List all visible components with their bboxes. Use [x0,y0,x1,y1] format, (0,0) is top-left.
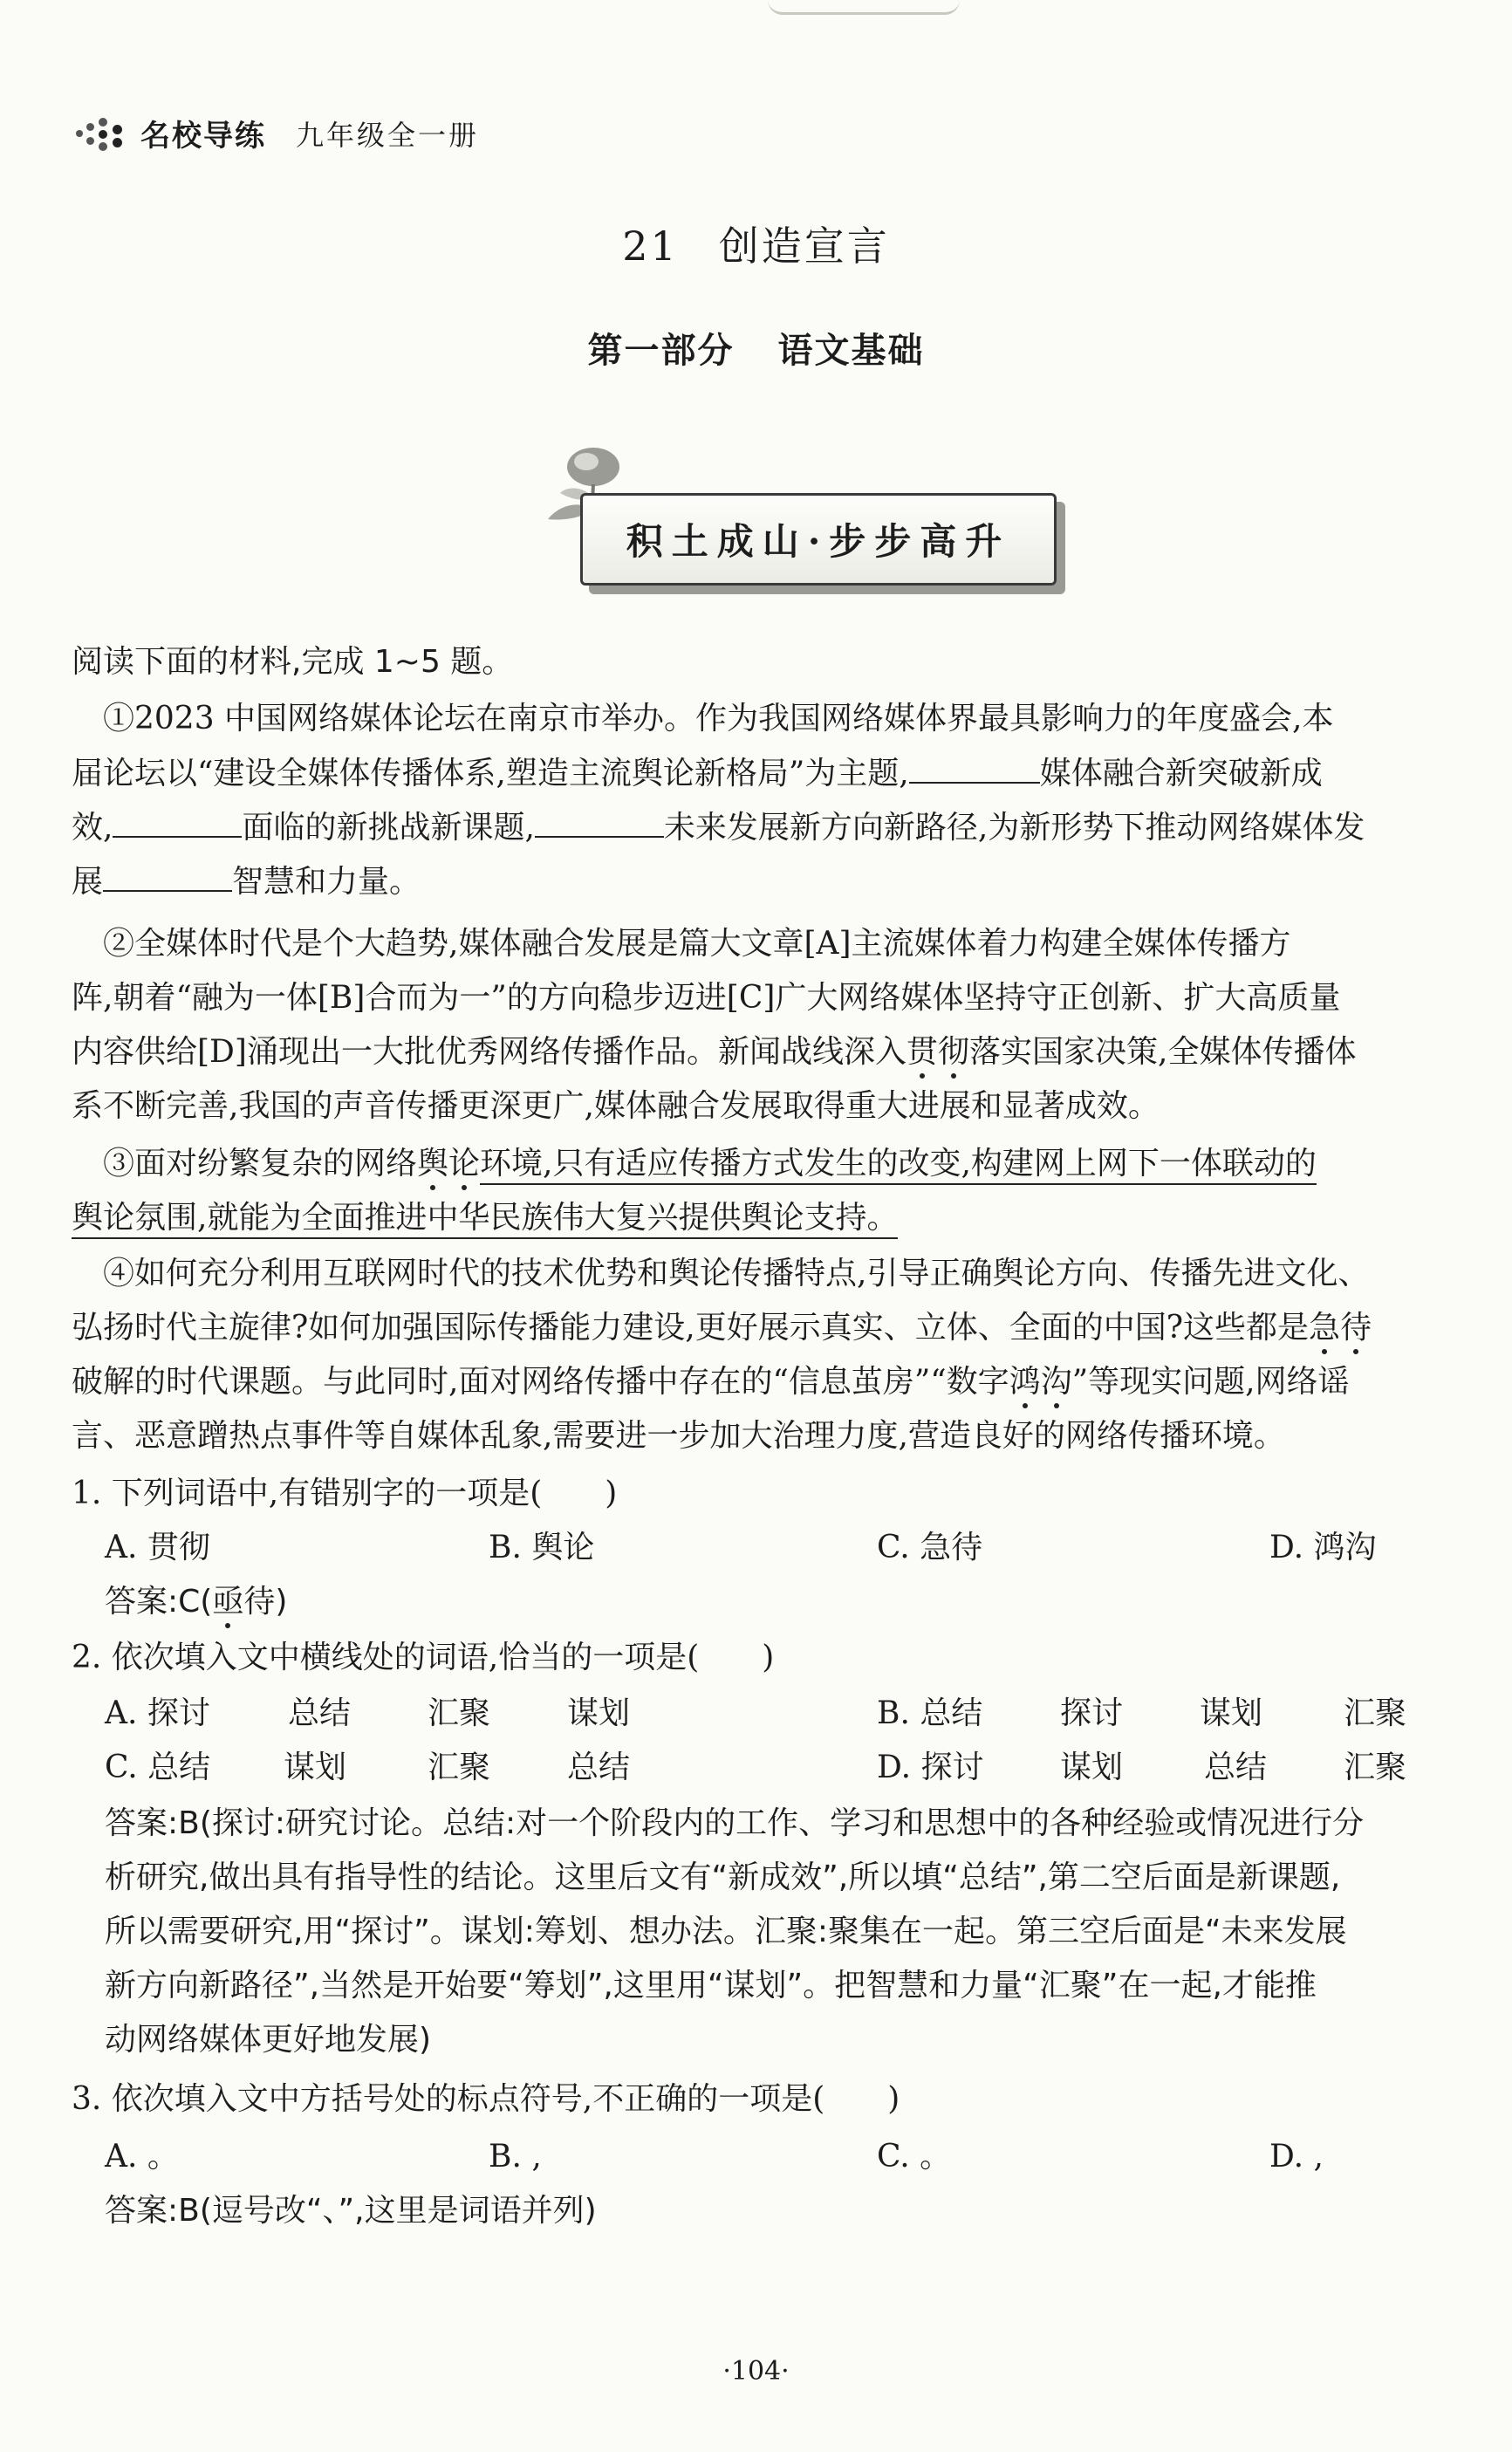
q2-option-d-w2: 谋划 [1060,1750,1124,1785]
q1-option-b: B. 舆论 [489,1530,595,1565]
p4-line2: 弘扬时代主旋律?如何加强国际传播能力建设,更好展示真实、立体、全面的中国?这些都是急待 [72,1310,1372,1346]
q2-option-d-w3: 总结 [1204,1750,1268,1785]
underlined-sentence: 环境,只有适应传播方式发生的改变,构建网上网下一体联动的 [480,1146,1317,1185]
q2-option-c-w2: 谋划 [284,1750,347,1785]
q2-answer-line3: 所以需要研究,用“探讨”。谋划:筹划、想办法。汇聚:聚集在一起。第三空后面是“未来发展 [105,1914,1347,1949]
underlined-sentence-cont: 舆论氛围,就能为全面推进中华民族伟大复兴提供舆论支持。 [72,1200,898,1239]
p1-line2: 届论坛以“建设全媒体传播体系,塑造主流舆论新格局”为主题, 媒体融合新突破新成 [72,752,1323,795]
q3-option-b: B. , [489,2139,542,2175]
p4-line3: 破解的时代课题。与此同时,面对网络传播中存在的“信息茧房”“数字鸿沟”等现实问题,网络谣 [72,1364,1350,1400]
emph-che: 彻 [937,1034,969,1070]
q1-option-d: D. 鸿沟 [1269,1530,1377,1565]
p2-line2: 阵,朝着“融为一体[B]合而为一”的方向稳步迈进[C]广大网络媒体坚持守正创新、扩大高质量 [72,980,1341,1016]
q2-option-a-w2: 总结 [288,1695,352,1731]
reading-instruction: 阅读下面的材料,完成 1~5 题。 [72,644,514,680]
q2-stem: 2. 依次填入文中横线处的词语,恰当的一项是( ) [72,1640,775,1675]
lesson-title-text: 创造宣言 [718,223,890,270]
emph-ji-correct: 亟 [212,1584,244,1620]
blank-2 [113,806,242,838]
q3-option-d: D. , [1269,2139,1324,2175]
q2-option-d: D. 探讨 [877,1750,984,1785]
q2-option-b-w2: 探讨 [1060,1695,1124,1731]
banner-text: 积土成山·步步高升 [626,520,1011,563]
blank-3 [535,806,664,838]
dots-logo-icon [74,114,135,153]
q2-option-c-w4: 总结 [567,1750,631,1785]
emph-guan: 贯 [906,1034,938,1070]
q2-option-a-w4: 谋划 [567,1695,631,1731]
page-top-decoration [768,0,960,15]
p1-line4: 展 智慧和力量。 [72,860,421,903]
emph-gou: 沟 [1040,1364,1072,1400]
q1-stem: 1. 下列词语中,有错别字的一项是( ) [72,1476,618,1511]
p1-line3: 效, 面临的新挑战新课题, 未来发展新方向新路径,为新形势下推动网络媒体发 [72,806,1365,849]
emph-hong: 鸿 [1009,1364,1041,1400]
q2-option-d-w4: 汇聚 [1344,1750,1407,1785]
p1-line1: ①2023 中国网络媒体论坛在南京市举办。作为我国网络媒体界最具影响力的年度盛会,本 [103,701,1334,736]
q1-option-a: A. 贯彻 [105,1530,210,1565]
q3-option-c: C. 。 [877,2139,952,2175]
q2-answer-line4: 新方向新路径”,当然是开始要“筹划”,这里用“谋划”。把智慧和力量“汇聚”在一起,才能推 [105,1968,1317,2003]
q2-option-b: B. 总结 [877,1695,983,1731]
lesson-title [0,215,1512,272]
p4-line1: ④如何充分利用互联网时代的技术优势和舆论传播特点,引导正确舆论方向、传播先进文化、 [103,1256,1370,1291]
emph-yu: 舆 [417,1146,449,1181]
header-book: 九年级全一册 [296,118,480,152]
q3-stem: 3. 依次填入文中方括号处的标点符号,不正确的一项是( ) [72,2081,900,2117]
q2-answer-line5: 动网络媒体更好地发展) [105,2022,432,2058]
page-header [74,112,479,154]
q2-answer-line2: 析研究,做出具有指导性的结论。这里后文有“新成效”,所以填“总结”,第二空后面是新课题, [105,1860,1341,1895]
q2-option-a-w3: 汇聚 [428,1695,491,1731]
q3-option-a: A. 。 [105,2139,179,2175]
q2-option-a: A. 探讨 [105,1695,210,1731]
q2-option-c: C. 总结 [105,1750,211,1785]
p2-line3: 内容供给[D]涌现出一大批优秀网络传播作品。新闻战线深入贯彻落实国家决策,全媒体传播体 [72,1034,1357,1070]
part-heading [0,323,1512,373]
p3-line1: ③面对纷繁复杂的网络舆论环境,只有适应传播方式发生的改变,构建网上网下一体联动的 [103,1143,1317,1185]
blank-4 [103,860,232,892]
q2-option-b-w3: 谋划 [1200,1695,1263,1731]
page-number: ·104· [722,2356,790,2387]
header-series: 名校导练 [140,119,266,154]
q2-answer-line1: 答案:B(探讨:研究讨论。总结:对一个阶段内的工作、学习和思想中的各种经验或情况进行分 [105,1805,1365,1841]
p4-line4: 言、恶意蹭热点事件等自媒体乱象,需要进一步加大治理力度,营造良好的网络传播环境。 [72,1418,1285,1454]
q1-answer: 答案:C(亟待) [105,1584,288,1620]
section-banner [532,432,1056,593]
q1-option-c: C. 急待 [877,1530,983,1565]
banner-box [580,493,1057,586]
part-name: 语文基础 [777,331,925,371]
blank-1 [909,752,1040,784]
p2-line1: ②全媒体时代是个大趋势,媒体融合发展是篇大文章[A]主流媒体着力构建全媒体传播方 [103,926,1291,962]
lesson-number: 21 [622,223,679,270]
p3-line2 [72,1197,898,1239]
q3-answer: 答案:B(逗号改“、”,这里是词语并列) [105,2193,597,2229]
emph-lun: 论 [448,1146,481,1181]
part-label: 第一部分 [587,331,735,371]
emph-ji: 急 [1309,1310,1341,1346]
p2-line4: 系不断完善,我国的声音传播更深更广,媒体融合发展取得重大进展和显著成效。 [72,1088,1160,1124]
emph-dai: 待 [1340,1310,1372,1346]
q2-option-b-w4: 汇聚 [1344,1695,1407,1731]
q2-option-c-w3: 汇聚 [428,1750,491,1785]
